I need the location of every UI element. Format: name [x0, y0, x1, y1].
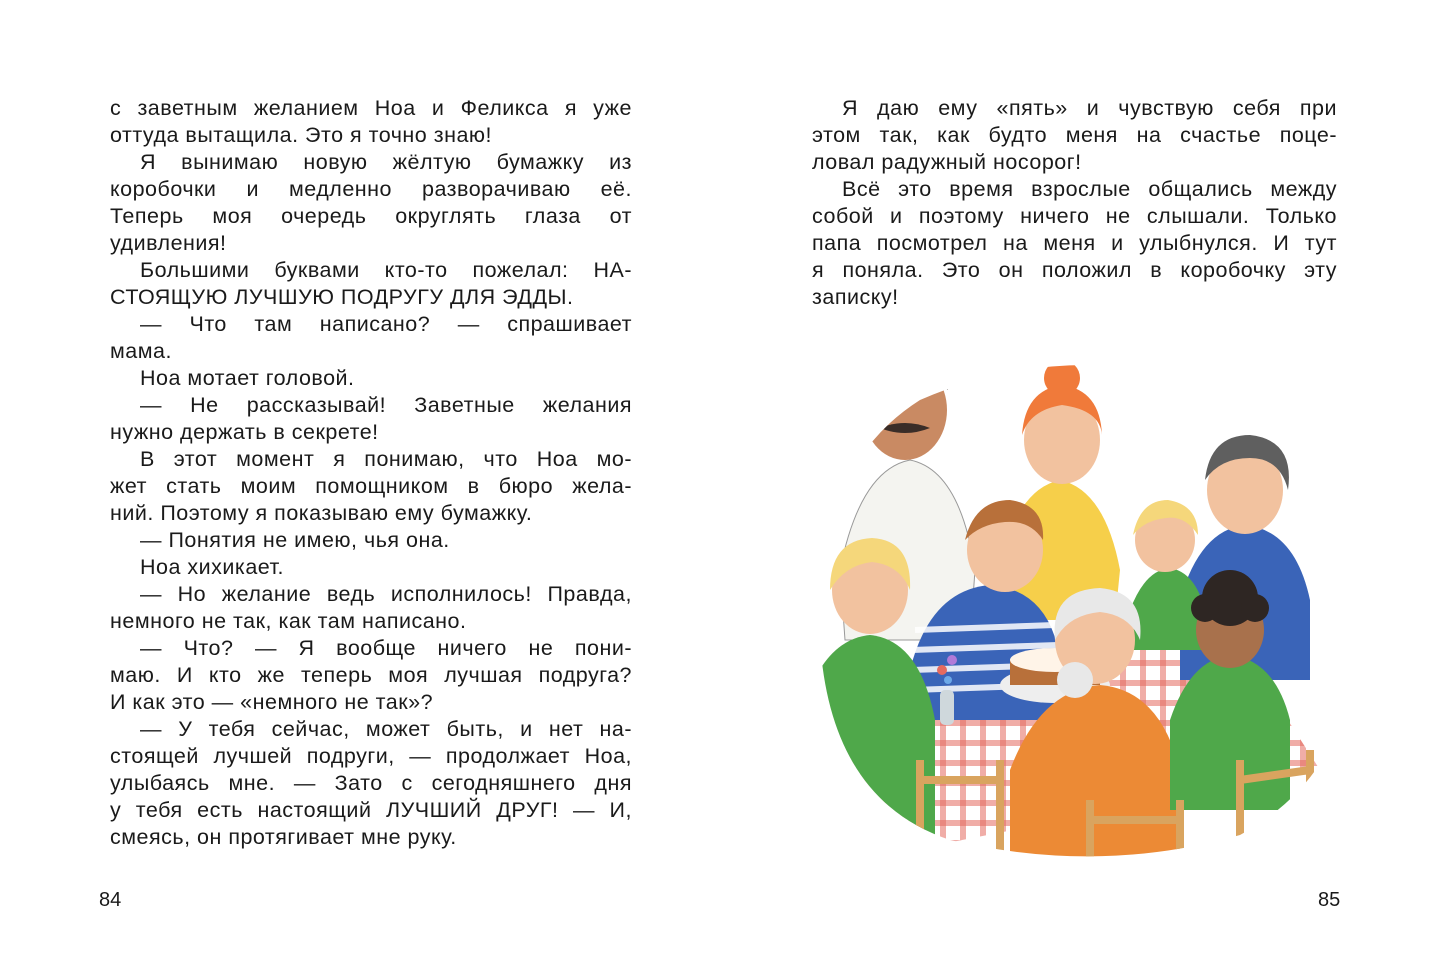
text-line: жет стать моим помощником в бюро жела- — [110, 474, 632, 498]
text-line: — Понятия не имею, чья она. — [140, 528, 450, 552]
text-line: нужно держать в секрете! — [110, 420, 379, 444]
text-line: Теперь моя очередь округлять глаза от — [110, 204, 632, 228]
text-line: Я даю ему «пять» и чувствую себя при — [842, 96, 1337, 120]
text-line: — У тебя сейчас, может быть, и нет на- — [140, 717, 632, 741]
text-line: оттуда вытащила. Это я точно знаю! — [110, 123, 493, 147]
text-line: — Не рассказывай! Заветные желания — [140, 393, 632, 417]
text-line: И как это — «немного не так»? — [110, 690, 434, 714]
text-line: улыбаясь мне. — Зато с сегодняшнего дня — [110, 771, 632, 795]
family-dinner-illustration — [800, 340, 1360, 860]
text-line: Большими буквами кто-то пожелал: НА- — [140, 258, 632, 282]
text-line: мама. — [110, 339, 172, 363]
text-line: — Что? — Я вообще ничего не пони- — [140, 636, 632, 660]
text-line: собой и поэтому ничего не слышали. Только — [812, 204, 1337, 228]
right-page — [722, 0, 1445, 970]
text-line: с заветным желанием Ноа и Феликса я уже — [110, 96, 632, 120]
text-line: СТОЯЩУЮ ЛУЧШУЮ ПОДРУГУ ДЛЯ ЭДДЫ. — [110, 285, 574, 309]
page-number-left: 84 — [99, 889, 122, 911]
left-page — [0, 0, 722, 970]
text-line: ловал радужный носорог! — [812, 150, 1082, 174]
text-line: удивления! — [110, 231, 227, 255]
text-line: — Но желание ведь исполнилось! Правда, — [140, 582, 632, 606]
text-line: немного не так, как там написано. — [110, 609, 467, 633]
text-line: Ноа хихикает. — [140, 555, 284, 579]
text-line: В этот момент я понимаю, что Ноа мо- — [140, 447, 632, 471]
page-number-right: 85 — [1318, 889, 1341, 911]
text-line: смеясь, он протягивает мне руку. — [110, 825, 457, 849]
text-line: маю. И кто же теперь моя лучшая подруга? — [110, 663, 632, 687]
text-line: — Что там написано? — спрашивает — [140, 312, 632, 336]
text-line: я поняла. Это он положил в коробочку эту — [812, 258, 1337, 282]
text-line: Всё это время взрослые общались между — [842, 177, 1337, 201]
left-body-text — [110, 95, 632, 851]
right-body-text — [812, 95, 1337, 311]
text-line: коробочки и медленно разворачиваю её. — [110, 177, 632, 201]
text-line: ний. Поэтому я показываю ему бумажку. — [110, 501, 533, 525]
text-line: Ноа мотает головой. — [140, 366, 355, 390]
text-line: у тебя есть настоящий ЛУЧШИЙ ДРУГ! — И, — [110, 798, 632, 822]
text-line: записку! — [812, 285, 899, 309]
text-line: этом так, как будто меня на счастье поце- — [812, 123, 1337, 147]
text-line: стоящей лучшей подруги, — продолжает Ноа, — [110, 744, 632, 768]
text-line: папа посмотрел на меня и улыбнулся. И тут — [812, 231, 1337, 255]
text-line: Я вынимаю новую жёлтую бумажку из — [140, 150, 632, 174]
